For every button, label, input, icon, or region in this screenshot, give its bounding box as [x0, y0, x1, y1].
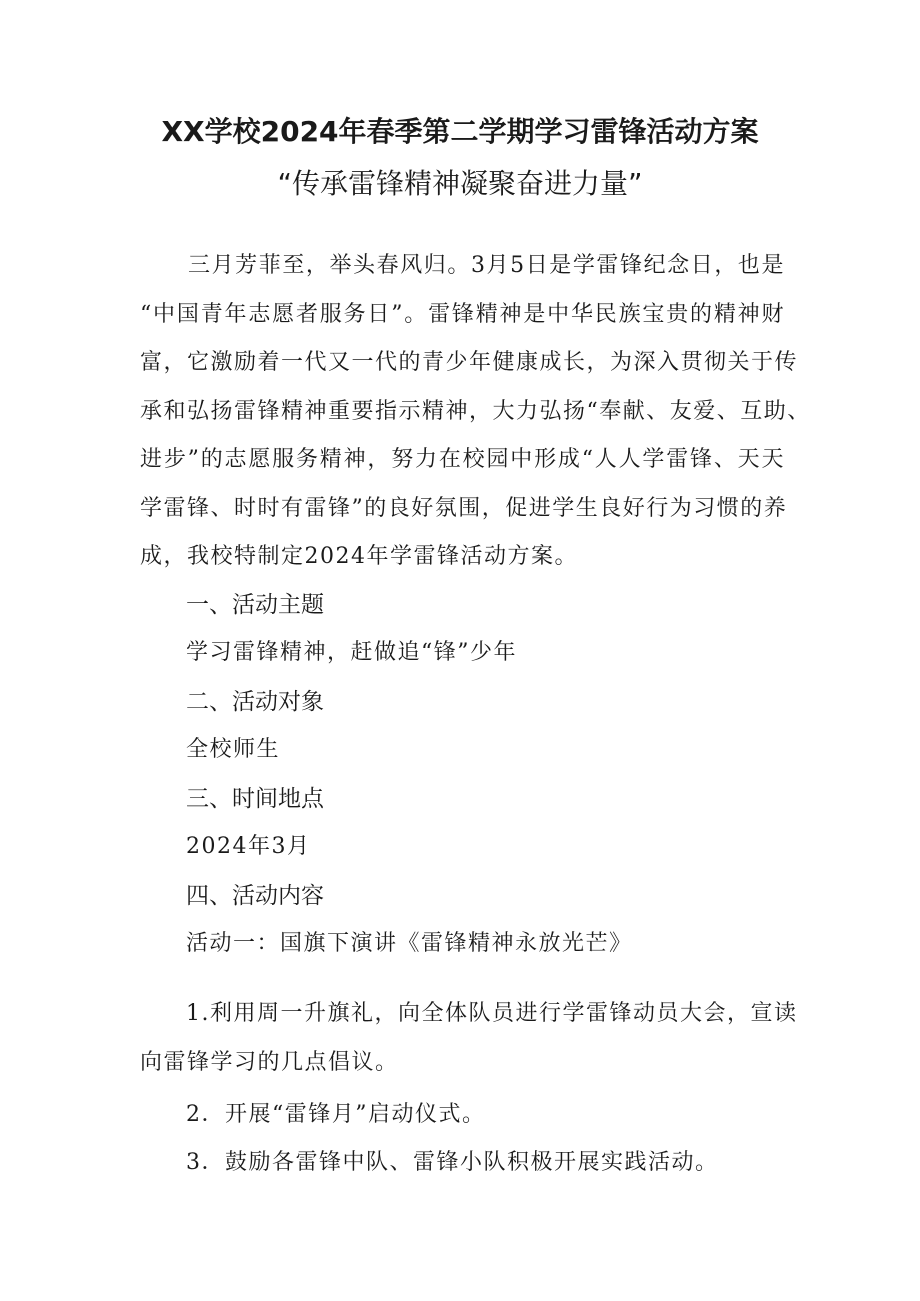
document-title: XX学校2024年春季第二学期学习雷锋活动方案 — [161, 115, 759, 148]
intro-line: 富，它激励着一代又一代的青少年健康成长，为深入贯彻关于传 — [140, 350, 799, 375]
activity-one-title: 活动一：国旗下演讲《雷锋精神永放光芒》 — [186, 931, 633, 956]
item-one-line: 1.利用周一升旗礼，向全体队员进行学雷锋动员大会，宣读 — [186, 1001, 798, 1026]
intro-line: 进步”的志愿服务精神，努力在校园中形成“人人学雷锋、天天 — [140, 447, 785, 472]
section-text-theme: 学习雷锋精神，赶做追“锋”少年 — [186, 640, 517, 665]
section-heading-content: 四、活动内容 — [186, 883, 324, 909]
intro-line: 成，我校特制定2024年学雷锋活动方案。 — [140, 544, 578, 569]
item-two: 2．开展“雷锋月”启动仪式。 — [186, 1102, 486, 1127]
section-heading-theme: 一、活动主题 — [186, 592, 324, 618]
item-one-paragraph — [140, 990, 798, 1087]
intro-line: “中国青年志愿者服务日”。雷锋精神是中华民族宝贵的精神财 — [140, 301, 785, 327]
intro-paragraph — [140, 242, 811, 582]
section-text-participants: 全校师生 — [186, 737, 281, 762]
intro-line: 学雷锋、时时有雷锋”的良好氛围，促进学生良好行为习惯的养 — [140, 495, 788, 521]
intro-line: 承和弘扬雷锋精神重要指示精神，大力弘扬“奉献、友爱、互助、 — [140, 398, 811, 424]
section-text-time-place: 2024年3月 — [186, 834, 311, 859]
item-three: 3．鼓励各雷锋中队、雷锋小队积极开展实践活动。 — [186, 1150, 719, 1175]
intro-line: 三月芳菲至，举头春风归。3月5日是学雷锋纪念日，也是 — [188, 253, 785, 278]
section-heading-time-place: 三、时间地点 — [186, 786, 324, 812]
document-subtitle: “传承雷锋精神凝聚奋进力量” — [277, 167, 643, 200]
section-heading-participants: 二、活动对象 — [186, 689, 324, 715]
item-one-line: 向雷锋学习的几点倡议。 — [140, 1049, 399, 1075]
